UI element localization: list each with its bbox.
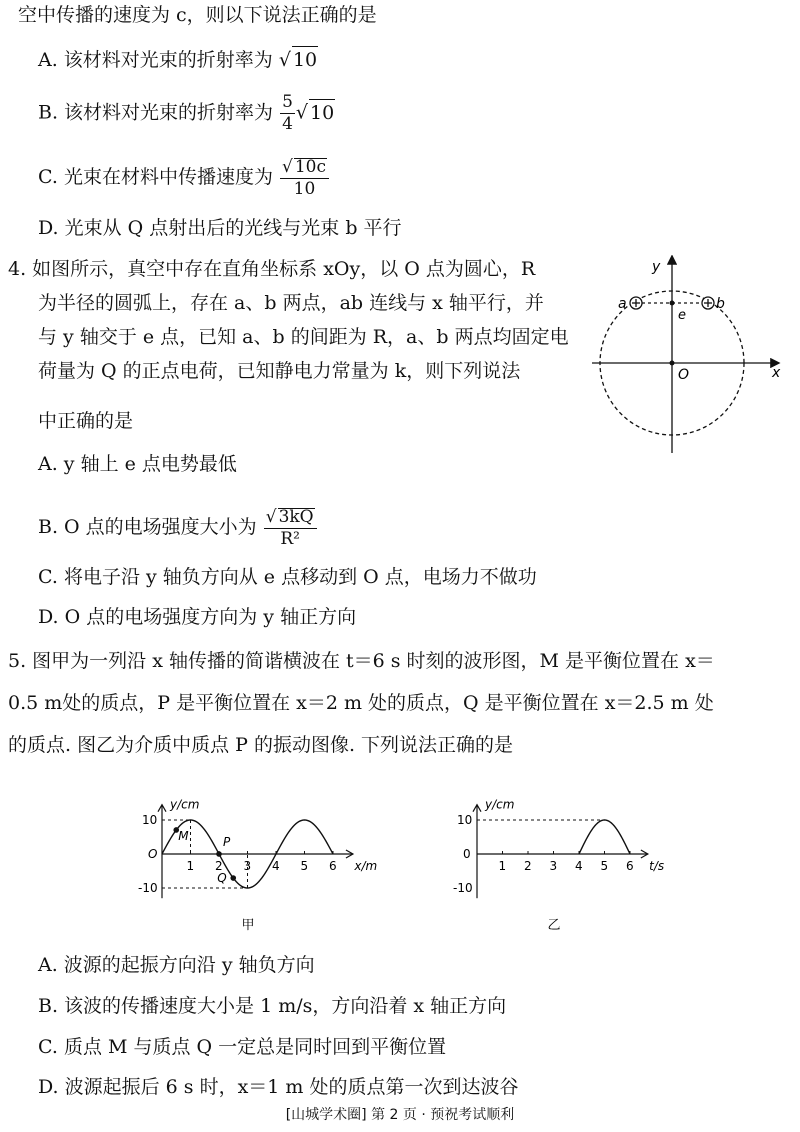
x-tick-label: 1	[186, 859, 195, 873]
q4-line-3: 与 y 轴交于 e 点，已知 a、b 的间距为 R，a、b 两点均固定电	[38, 326, 569, 348]
q4-option-a: A. y 轴上 e 点电势最低	[38, 453, 237, 475]
x-tick-label: 4	[272, 859, 280, 873]
point-o	[670, 361, 675, 366]
q5-option-c: C. 质点 M 与质点 Q 一定总是同时回到平衡位置	[38, 1036, 447, 1058]
label-o: O	[678, 367, 690, 383]
sqrt-sign: √	[278, 49, 291, 71]
chart-caption: 乙	[547, 918, 561, 933]
y-tick-label: 10	[142, 813, 158, 827]
q4-option-b-text: B. O 点的电场强度大小为	[38, 516, 257, 538]
q5-option-a: A. 波源的起振方向沿 y 轴负方向	[38, 954, 315, 976]
q3-option-a-text: A. 该材料对光束的折射率为	[38, 49, 273, 71]
q5-line-2: 0.5 m处的质点，P 是平衡位置在 x＝2 m 处的质点，Q 是平衡位置在 x＝2.5 m 处	[8, 692, 714, 714]
point-e	[670, 301, 675, 306]
y-axis-label: y/cm	[170, 797, 200, 812]
x-axis-label: x/m	[354, 859, 378, 873]
q3-option-b	[38, 94, 335, 133]
q3-option-b-fraction	[280, 94, 295, 133]
q4-option-b	[38, 508, 318, 548]
vibration-chart-yi	[445, 770, 695, 945]
y-tick-label: 10	[457, 813, 473, 827]
y-axis-label: y/cm	[485, 797, 515, 812]
sqrt-sign: √	[295, 101, 309, 124]
q4-circle-figure	[592, 255, 787, 455]
q4-option-b-radicand: 3kQ	[278, 507, 314, 527]
q4-line-2: 为半径的圆弧上，存在 a、b 两点，ab 连线与 x 轴平行，并	[38, 292, 544, 314]
fraction-denominator: 4	[282, 114, 293, 134]
point-label: P	[223, 835, 231, 849]
y-tick-label: -10	[138, 881, 158, 895]
q4-line-1: 4. 如图所示，真空中存在直角坐标系 xOy，以 O 点为圆心，R	[8, 258, 536, 280]
x-tick-label: 5	[300, 859, 309, 873]
point-q	[230, 875, 236, 881]
fraction-numerator: 5	[282, 92, 293, 112]
q4-option-d: D. O 点的电场强度方向为 y 轴正方向	[38, 606, 357, 628]
fraction-denominator: 10	[280, 178, 329, 198]
x-tick-label: 3	[549, 859, 558, 873]
q3-option-a-radicand: 10	[292, 46, 318, 73]
x-tick-label: 6	[626, 859, 634, 873]
x-tick-label: 3	[243, 859, 252, 873]
q3-option-c-radicand: 10c	[294, 157, 326, 177]
fraction-numerator: √ 10c	[282, 157, 326, 177]
q3-option-b-radicand: 10	[309, 99, 335, 126]
q4-option-c: C. 将电子沿 y 轴负方向从 e 点移动到 O 点，电场力不做功	[38, 566, 537, 588]
q3-option-c-fraction	[280, 158, 329, 198]
q4-line-5: 中正确的是	[38, 410, 134, 432]
series-line	[579, 820, 630, 854]
q3-option-c	[38, 158, 330, 198]
label-a: a	[618, 296, 627, 312]
q3-option-c-text: C. 光束在材料中传播速度为	[38, 166, 273, 188]
q5-option-b: B. 该波的传播速度大小是 1 m/s，方向沿着 x 轴正方向	[38, 995, 507, 1017]
x-tick-label: 1	[498, 859, 507, 873]
chart-caption: 甲	[241, 918, 255, 933]
q3-option-b-text: B. 该材料对光束的折射率为	[38, 101, 274, 124]
fraction-numerator: √ 3kQ	[265, 507, 314, 527]
intro-line: 空中传播的速度为 c，则以下说法正确的是	[18, 4, 377, 26]
q3-option-d: D. 光束从 Q 点射出后的光线与光束 b 平行	[38, 217, 402, 239]
label-y: y	[652, 259, 661, 275]
q3-option-a	[38, 46, 318, 73]
y-tick-label: -10	[453, 881, 473, 895]
q5-line-1: 5. 图甲为一列沿 x 轴传播的简谐横波在 t＝6 s 时刻的波形图，M 是平衡位置在 x＝	[8, 650, 715, 672]
label-x: x	[772, 365, 781, 381]
point-p	[216, 851, 222, 857]
q4-option-b-fraction	[264, 508, 317, 548]
fraction-denominator: R²	[264, 528, 317, 548]
point-label: Q	[217, 871, 227, 886]
x-tick-label: 4	[575, 859, 583, 873]
x-tick-label: 6	[329, 859, 337, 873]
label-b: b	[716, 296, 725, 312]
y-tick-label: O	[148, 847, 158, 861]
page-footer: [山城学术圈] 第 2 页 · 预祝考试顺利	[285, 1107, 515, 1123]
wave-chart-jia	[130, 770, 390, 945]
q4-line-4: 荷量为 Q 的正点电荷，已知静电力常量为 k，则下列说法	[38, 360, 521, 382]
x-tick-label: 5	[600, 859, 609, 873]
x-axis-label: t/s	[649, 859, 665, 873]
q5-line-3: 的质点. 图乙为介质中质点 P 的振动图像. 下列说法正确的是	[8, 734, 514, 756]
x-tick-label: 2	[524, 859, 532, 873]
q5-option-d: D. 波源起振后 6 s 时，x＝1 m 处的质点第一次到达波谷	[38, 1076, 519, 1098]
label-e: e	[678, 308, 686, 323]
x-tick-label: 2	[215, 859, 223, 873]
y-tick-label: 0	[463, 847, 471, 861]
point-label: M	[178, 828, 189, 843]
